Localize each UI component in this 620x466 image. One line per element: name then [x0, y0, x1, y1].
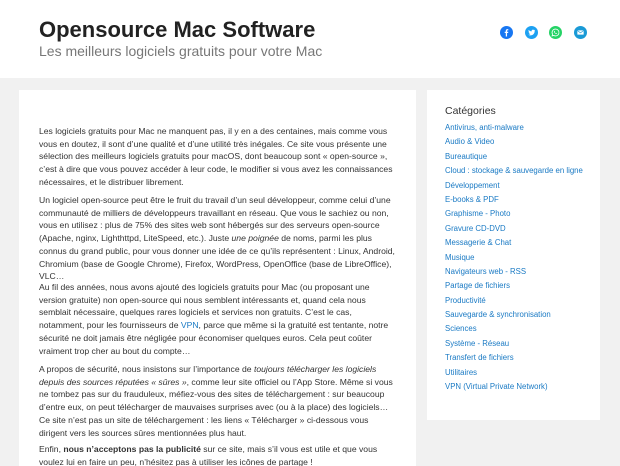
category-link-systeme[interactable]: Système - Réseau	[445, 338, 510, 348]
category-link-audio-video[interactable]: Audio & Video	[445, 137, 495, 147]
category-item[interactable]	[445, 281, 595, 291]
ads-strong: nous n’acceptons pas la publicité	[63, 444, 201, 454]
category-item[interactable]	[445, 339, 595, 349]
categories-sidebar	[427, 90, 600, 420]
category-item[interactable]	[445, 166, 595, 176]
ads-text: Enfin,	[39, 444, 64, 454]
category-item[interactable]	[445, 253, 595, 263]
site-header	[0, 0, 620, 78]
twitter-icon	[527, 28, 536, 37]
category-item[interactable]	[445, 195, 595, 205]
category-link-graphisme[interactable]: Graphisme - Photo	[445, 209, 511, 219]
twitter-share-button[interactable]	[525, 26, 538, 39]
facebook-icon	[502, 28, 511, 37]
categories-title: Catégories	[445, 105, 496, 117]
category-item[interactable]	[445, 224, 595, 234]
security-paragraph	[39, 363, 399, 439]
category-link-navigateurs[interactable]: Navigateurs web - RSS	[445, 266, 527, 276]
mail-share-button[interactable]	[574, 26, 587, 39]
category-link-sciences[interactable]: Sciences	[445, 324, 477, 334]
categories-list	[445, 123, 595, 396]
main-content	[19, 90, 416, 466]
category-link-messagerie[interactable]: Messagerie & Chat	[445, 238, 512, 248]
category-item[interactable]	[445, 353, 595, 363]
category-item[interactable]	[445, 296, 595, 306]
category-link-utilitaires[interactable]: Utilitaires	[445, 367, 478, 377]
whatsapp-icon	[551, 28, 560, 37]
category-item[interactable]	[445, 152, 595, 162]
security-emphasis: toujours télécharger les logiciels depuis des sources réputées « sûres »	[39, 364, 377, 387]
intro-paragraph	[39, 125, 399, 189]
category-link-sauvegarde[interactable]: Sauvegarde & synchronisation	[445, 310, 551, 320]
site-tagline: Les meilleurs logiciels gratuits pour votre Mac	[39, 43, 323, 59]
category-item[interactable]	[445, 238, 595, 248]
category-item[interactable]	[445, 181, 595, 191]
category-item[interactable]	[445, 267, 595, 277]
facebook-share-button[interactable]	[500, 26, 513, 39]
mail-icon	[576, 28, 585, 37]
freeware-text: Au fil des années, nous avons ajouté des logiciels gratuits pour Mac (ou proposant une version gratuite) non open-source qui nous semblent intéressants et, quand cela nous semblait nécessaire, quelques rares logiciels et services non gratuits. C’est le cas, notamment, pour les fournisseurs de	[39, 282, 370, 331]
security-text-end: , comme leur site officiel ou l’App Store. Même si vous ne tombez pas sur du frauduleux, méfiez-vous des sites de téléchargement : sur beaucoup d’entre eux, on peut télécharger de mauvaises surprises avec (ou à la place) des logiciels… Ce site n’est pas un site de téléchargement : les liens « Télécharger » ci-dessous vous dirigent vers les sources sûres mentionnées plus haut.	[39, 376, 393, 438]
whatsapp-share-button[interactable]	[549, 26, 562, 39]
category-item[interactable]	[445, 137, 595, 147]
ads-text-end: sur ce site, mais s’il vous est utile et que vous voulez lui en faire un peu, n’hésitez pas à utiliser les icônes de partage !	[39, 444, 378, 466]
category-item[interactable]	[445, 209, 595, 219]
category-item[interactable]	[445, 382, 595, 392]
security-text: A propos de sécurité, nous insistons sur l’importance de	[39, 364, 254, 374]
site-title[interactable]: Opensource Mac Software	[39, 17, 316, 42]
vpn-link[interactable]: VPN	[180, 320, 199, 331]
intro-text: Les logiciels gratuits pour Mac ne manquent pas, il y en a des centaines, mais comme vous vous en doutez, il sont d’une qualité et d’une utilité très inégales. Ce site vous présente une sélection des meilleurs logiciels gratuits pour macOS, dont beaucoup sont « open-source », c’est à dire que vous pouvez accéder à leur code, le modifier si vous avez les connaissances nécessaires, et le distribuer librement.	[39, 126, 393, 187]
category-link-developpement[interactable]: Développement	[445, 180, 500, 190]
category-item[interactable]	[445, 123, 595, 133]
category-link-bureautique[interactable]: Bureautique	[445, 151, 488, 161]
category-link-gravure[interactable]: Gravure CD-DVD	[445, 223, 506, 233]
category-link-transfert[interactable]: Transfert de fichiers	[445, 353, 514, 363]
category-link-productivite[interactable]: Productivité	[445, 295, 486, 305]
category-link-musique[interactable]: Musique	[445, 252, 475, 262]
freeware-paragraph	[39, 281, 399, 357]
category-link-partage[interactable]: Partage de fichiers	[445, 281, 511, 291]
category-item[interactable]	[445, 368, 595, 378]
category-item[interactable]	[445, 324, 595, 334]
opensource-emphasis: une poignée	[231, 233, 279, 244]
freeware-text-end: , parce que même si la gratuité est tentante, notre sécurité ne doit jamais être négligée pour économiser quelques euros. Cela peut coûter vraiment trop cher au bout du compte…	[39, 320, 389, 356]
category-item[interactable]	[445, 310, 595, 320]
opensource-paragraph	[39, 194, 399, 283]
opensource-text-end: de noms, parmi les plus connus du grand public, pour vous donner une idée de ce qu’ils représentent : Linux, Android, Chromium (base de Google Chrome), Firefox, WordPress, OpenOffice (base de LibreOffice), VLC…	[39, 233, 395, 282]
category-link-cloud[interactable]: Cloud : stockage & sauvegarde en ligne	[445, 166, 583, 176]
category-link-vpn[interactable]: VPN (Virtual Private Network)	[445, 382, 548, 392]
category-link-ebooks-pdf[interactable]: E-books & PDF	[445, 194, 499, 204]
ads-paragraph	[39, 443, 399, 466]
opensource-text: Un logiciel open-source peut être le fruit du travail d’un seul développeur, comme celui d’une communauté de milliers de développeurs travaillant en réseau. Que vous le sachiez ou non, vous en utilisez : plus de 75% des sites web sont hébergés sur des serveurs open-source (Apache, nginx, Lighthttpd, LiteSpeed, etc.). Juste	[39, 195, 391, 244]
category-link-antivirus[interactable]: Antivirus, anti-malware	[445, 123, 524, 132]
